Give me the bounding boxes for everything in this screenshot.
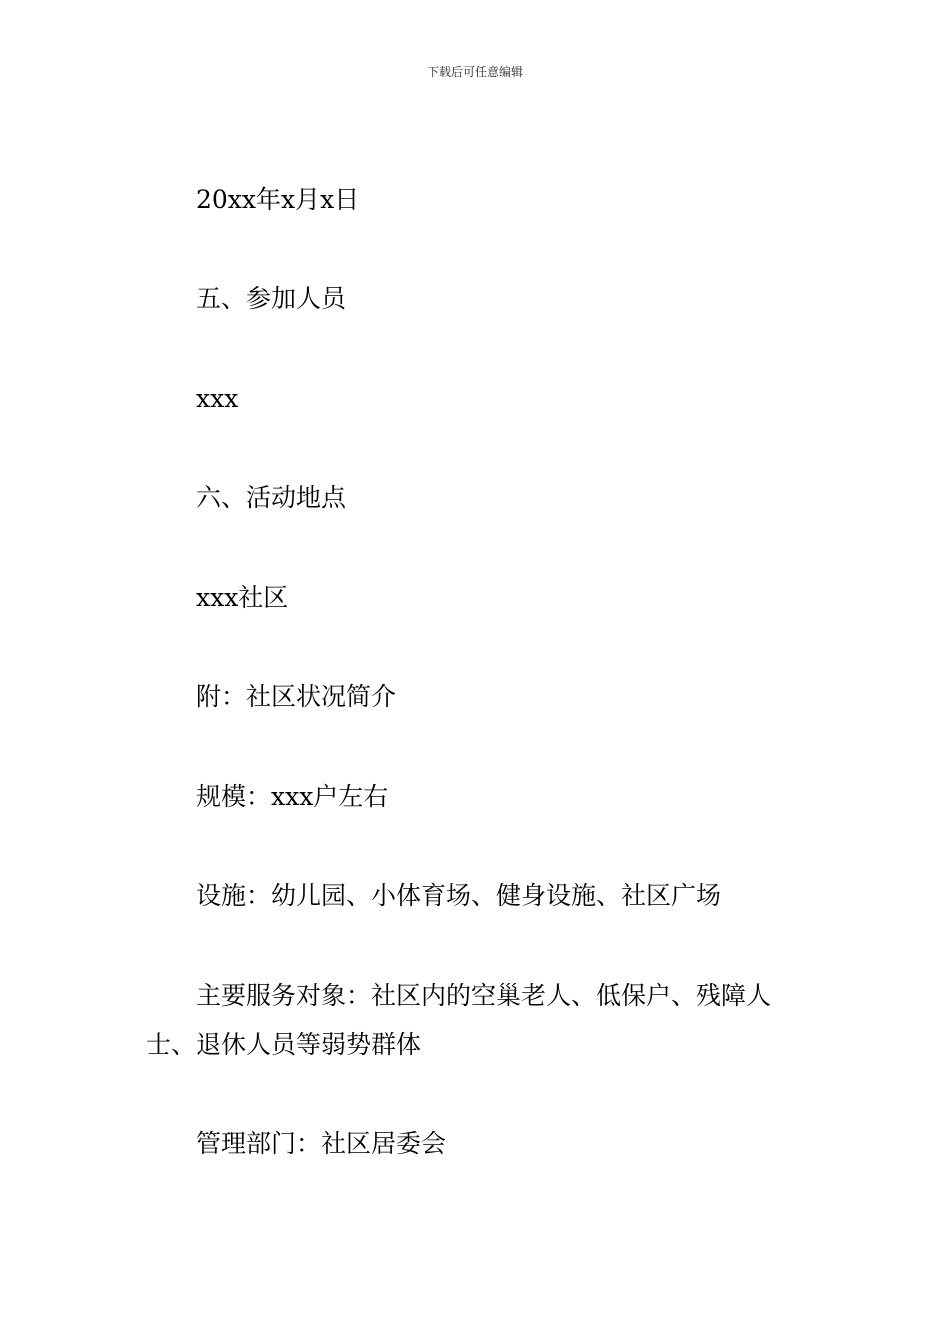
page-header: 下载后可任意编辑: [426, 65, 523, 79]
paragraph-scale: 规模：xxx户左右: [196, 782, 389, 811]
paragraph-facilities: 设施：幼儿园、小体育场、健身设施、社区广场: [196, 881, 722, 910]
paragraph-date: 20xx年x月x日: [196, 185, 360, 214]
paragraph-service-targets: 主要服务对象：社区内的空巢老人、低保户、残障人士、退休人员等弱势群体: [146, 981, 772, 1059]
heading-participants: 五、参加人员: [196, 284, 347, 313]
paragraph-participants: xxx: [196, 384, 239, 413]
heading-location: 六、活动地点: [196, 483, 347, 512]
paragraph-management: 管理部门：社区居委会: [196, 1129, 447, 1158]
paragraph-location: xxx社区: [196, 583, 289, 612]
heading-appendix: 附：社区状况简介: [196, 682, 397, 711]
